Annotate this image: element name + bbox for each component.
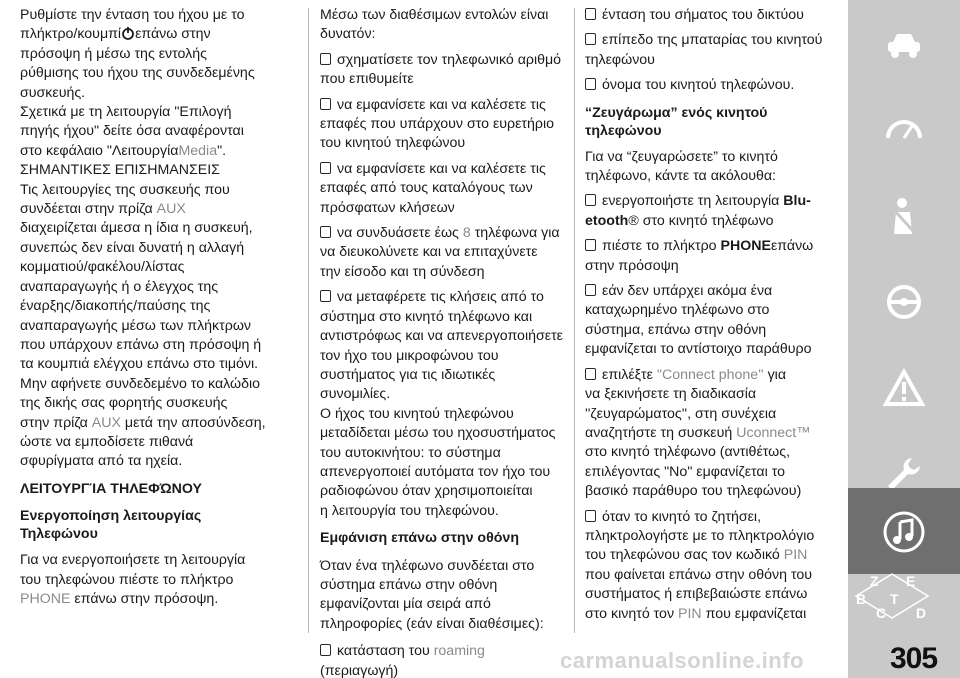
checkbox-icon	[320, 290, 331, 302]
column-2	[320, 6, 570, 678]
display-heading: Εμφάνιση επάνω στην οθόνη	[320, 530, 519, 547]
chapter-tab-safety[interactable]	[848, 172, 960, 258]
list-item: όνομα του κινητού τηλεφώνου.	[585, 76, 825, 95]
phone-activation-paragraph: Για να ενεργοποιήσετε τη λειτουργία του τηλεφώνου πιέστε το πλήκτρο PHONE επάνω στην πρόσοψη.	[20, 552, 246, 607]
index-letter: D	[916, 605, 927, 621]
list-item: ενεργοποιήστε τη λειτουργία Blu- etooth® στο κινητό τηλέφωνο	[585, 193, 811, 229]
seatbelt-icon	[882, 194, 926, 238]
checkbox-icon	[585, 33, 596, 45]
car-icon	[882, 22, 926, 66]
list-item: πιέστε το πλήκτρο PHONEεπάνω στην πρόσοψη	[585, 238, 814, 274]
chapter-tab-starting[interactable]	[848, 258, 960, 344]
aux-notes-paragraph: Τις λειτουργίες της συσκευής που συνδέεται στην πρίζα AUX διαχειρίζεται άμεσα η ίδια η συσκευή, συνεπώς δεν είναι δυνατή η αλλαγή κομματιού/φακέλου/λίστας αναπαραγωγής ή ο έλεγχος της έναρξης/διακοπής/παύσης της αναπαραγωγής μέσω των πλήκτρων που υπάρχουν επάνω στη πρόσοψη ή τα κουμπιά ελέγχου επάνω στο τιμόνι.	[20, 181, 262, 373]
list-item: να εμφανίσετε και να καλέσετε τις επαφές που υπάρχουν στο ευρετήριο του κινητού τηλεφώνου	[320, 96, 555, 152]
warning-triangle-icon	[882, 366, 926, 410]
list-item: κατάσταση του roaming (περιαγωγή)	[320, 643, 485, 678]
column-divider	[308, 8, 309, 633]
pairing-heading: “Ζευγάρωμα” ενός κινητού τηλεφώνου	[585, 104, 768, 139]
index-letter: B	[856, 591, 867, 607]
commands-intro: Μέσω των διαθέσιμων εντολών είναι δυνατόν:	[320, 7, 549, 43]
list-item: εάν δεν υπάρχει ακόμα ένα καταχωρημένο τηλέφωνο στο σύστημα, επάνω στην οθόνη εμφανίζεται το αντίστοιχο παράθυρο	[585, 283, 812, 358]
power-knob-icon	[121, 26, 135, 40]
chapter-tab-dashboard[interactable]	[848, 86, 960, 172]
column-3	[585, 6, 825, 624]
gauge-icon	[882, 108, 926, 152]
list-item: σχηματίσετε τον τηλεφωνικό αριθμό που επιθυμείτε	[320, 51, 562, 88]
index-letter: Z	[870, 573, 879, 589]
display-paragraph: Όταν ένα τηλέφωνο συνδέεται στο σύστημα επάνω στην οθόνη εμφανίζονται μία σειρά από πληροφορίες (εάν είναι διαθέσιμες):	[320, 557, 544, 632]
checkbox-icon	[585, 284, 596, 296]
cable-warning-paragraph: Μην αφήνετε συνδεδεμένο το καλώδιο της δικής σας φορητής συσκευής στην πρίζα AUX μετά την αποσύνδεση, ώστε να εμποδίσετε πιθανά σφυρίγματα από τα ηχεία.	[20, 375, 266, 470]
checkbox-icon	[320, 226, 331, 238]
column-divider	[574, 8, 575, 633]
multimedia-music-icon	[882, 510, 926, 554]
chapter-tab-emergency[interactable]	[848, 344, 960, 430]
list-item: επιλέξτε "Connect phone'' για να ξεκινήσετε τη διαδικασία ''ζευγαρώματος'', στη συνέχεια αναζητήστε τη συσκευή Uconnect™ στο κινητό τηλέφωνο (αντιθέτως, επιλέγοντας "No" εμφανίζεται το βασικό παράθυρο του τηλεφώνου)	[585, 366, 811, 500]
pairing-intro: Για να “ζευγαρώσετε” το κινητό τηλέφωνο, κάντε τα ακόλουθα:	[585, 148, 778, 185]
list-item: επίπεδο της μπαταρίας του κινητού τηλεφώνου	[585, 32, 823, 68]
checkbox-icon	[320, 644, 331, 656]
index-letter: T	[890, 591, 899, 607]
index-letter: C	[876, 605, 887, 621]
list-item: να συνδυάσετε έως 8 τηλέφωνα για να διευκολύνετε και να επιταχύνετε την είσοδο και τη σύνδεση	[320, 225, 560, 280]
checkbox-icon	[320, 98, 331, 110]
checkbox-icon	[585, 194, 596, 206]
checkbox-icon	[320, 53, 331, 65]
chapter-tab-multimedia-active[interactable]	[848, 488, 960, 574]
index-letter: E	[906, 573, 916, 589]
phone-activation-heading: Ενεργοποίηση λειτουργίας Τηλεφώνου	[20, 508, 202, 543]
notes-heading: ΣΗΜΑΝΤΙΚΕΣ ΕΠΙΣΗΜΑΝΣΕΙΣ	[20, 162, 220, 179]
page-number: 305	[890, 642, 938, 675]
checkbox-icon	[585, 368, 596, 380]
list-item: όταν το κινητό το ζητήσει, πληκτρολογήστε με το πληκτρολόγιο του τηλεφώνου σας τον κωδικό PIN που φαίνεται επάνω στην οθόνη του συστήματος ή επιβεβαιώστε επάνω στο κινητό τον PIN που εμφανίζεται	[585, 508, 815, 622]
source-paragraph: Σχετικά με τη λειτουργία "Επιλογή πηγής ήχου" δείτε όσα αναφέρονται στο κεφάλαιο "ΛειτουργίαMedia".	[20, 104, 244, 159]
checkbox-icon	[320, 162, 331, 174]
checkbox-icon	[585, 78, 596, 90]
phone-section-heading: ΛΕΙΤΟΥΡΓΊΑ ΤΗΛΕΦΏΝΟΥ	[20, 480, 202, 497]
chapter-tab-car[interactable]	[848, 0, 960, 86]
checkbox-icon	[585, 8, 596, 20]
watermark-text: carmanualsonline.info	[560, 648, 804, 673]
volume-paragraph: Ρυθμίστε την ένταση του ήχου με το πλήκτρο/κουμπί επάνω στην πρόσοψη ή μέσω της εντολής ρύθμισης του ήχου της συνδεδεμένης συσκευής.	[20, 7, 255, 101]
audio-paragraph: Ο ήχος του κινητού τηλεφώνου μεταδίδεται μέσω του ηχοσυστήματος του αυτοκινήτου: το σύστημα απενεργοποιεί αυτόματα τον ήχο του ραδιοφώνου όταν χρησιμοποιείται η λειτουργία του τηλεφώνου.	[320, 405, 556, 519]
checkbox-icon	[585, 239, 596, 251]
list-item: να εμφανίσετε και να καλέσετε τις επαφές από τους καταλόγους των πρόσφατων κλήσεων	[320, 160, 546, 216]
list-item: να μεταφέρετε τις κλήσεις από το σύστημα στο κινητό τηλέφωνο και αντιστρόφως και να απενεργοποιήσετε τον ήχο του μικροφώνου του συστήματος για τις ιδιωτικές συνομιλίες.	[320, 289, 564, 403]
checkbox-icon	[585, 510, 596, 522]
column-1	[20, 6, 305, 609]
list-item: ένταση του σήματος του δικτύου	[585, 6, 825, 25]
index-letters-graphic	[850, 568, 934, 624]
steering-wheel-icon	[882, 280, 926, 324]
